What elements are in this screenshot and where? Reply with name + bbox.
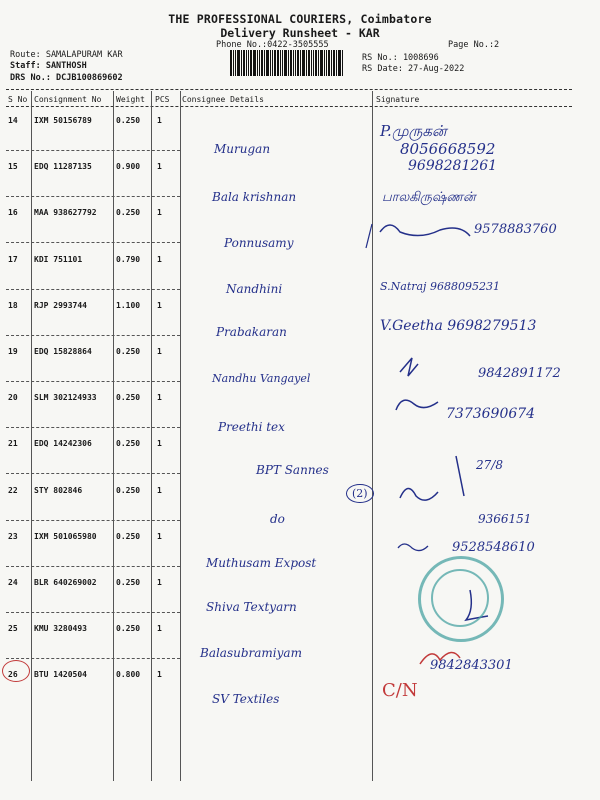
row-weight: 0.250 [116, 393, 141, 402]
row-serial-number: 25 [8, 624, 18, 633]
page-number: Page No.:2 [448, 40, 500, 50]
company-stamp-icon [418, 556, 504, 642]
col-pcs: PCS [155, 95, 170, 104]
row-weight: 0.790 [116, 255, 141, 264]
signature-text: 9698281261 [408, 158, 498, 174]
phone-number: Phone No.:0422-3505555 [216, 40, 329, 50]
row-weight: 0.250 [116, 208, 141, 217]
row-weight: 0.250 [116, 347, 141, 356]
col-consignment: Consignment No [34, 95, 102, 104]
signature-scribble [420, 652, 460, 664]
runsheet-subtitle: Delivery Runsheet - KAR [220, 26, 380, 40]
row-weight: 0.800 [116, 670, 141, 679]
col-consignee-details: Consignee Details [182, 95, 264, 104]
signature-text: (2) [346, 484, 374, 503]
signature-text: C/N [382, 680, 418, 701]
row-consignment-number: MAA 938627792 [34, 208, 97, 217]
handwritten-name: Nandhini [226, 282, 283, 296]
row-consignment-number: KMU 3280493 [34, 624, 87, 633]
row-pieces: 1 [157, 624, 162, 633]
row-consignment-number: SLM 302124933 [34, 393, 97, 402]
row-pieces: 1 [157, 393, 162, 402]
row-consignment-number: EDQ 15828864 [34, 347, 92, 356]
handwritten-name: do [270, 512, 285, 526]
row-weight: 0.250 [116, 486, 141, 495]
row-weight: 1.100 [116, 301, 141, 310]
row-pieces: 1 [157, 255, 162, 264]
signature-scribble [396, 400, 438, 410]
row-consignment-number: IXM 50156789 [34, 116, 92, 125]
signature-text: பாலகிருஷ்ணன் [382, 190, 476, 205]
row-serial-number: 22 [8, 486, 18, 495]
signature-text: P.முருகன் [380, 122, 447, 140]
row-serial-number: 20 [8, 393, 18, 402]
signature-scribble [366, 224, 372, 248]
row-pieces: 1 [157, 670, 162, 679]
row-pieces: 1 [157, 578, 162, 587]
signature-scribble [380, 225, 470, 236]
row-consignment-number: EDQ 14242306 [34, 439, 92, 448]
row-weight: 0.250 [116, 439, 141, 448]
row-serial-number: 24 [8, 578, 18, 587]
rs-number: RS No.: 1008696 [362, 53, 439, 63]
row-pieces: 1 [157, 162, 162, 171]
row-serial-number: 23 [8, 532, 18, 541]
rs-date: RS Date: 27-Aug-2022 [362, 64, 465, 74]
signature-text: 8056668592 [400, 140, 496, 158]
signature-scribble [400, 358, 418, 376]
handwritten-name: Preethi tex [218, 420, 285, 434]
row-serial-number: 15 [8, 162, 18, 171]
signature-scribble [400, 456, 464, 500]
row-consignment-number: STY 802846 [34, 486, 83, 495]
signature-text: 9366151 [478, 512, 532, 526]
row-pieces: 1 [157, 301, 162, 310]
signature-text: 9528548610 [452, 540, 535, 555]
row-serial-number: 19 [8, 347, 18, 356]
row-consignment-number: BLR 640269002 [34, 578, 97, 587]
col-sno: S No [8, 95, 28, 104]
row-pieces: 1 [157, 486, 162, 495]
row-pieces: 1 [157, 208, 162, 217]
signature-text: 9578883760 [474, 222, 557, 237]
handwritten-name: BPT Sannes [256, 463, 329, 477]
row-consignment-number: KDI 751101 [34, 255, 83, 264]
row-weight: 0.250 [116, 578, 141, 587]
handwritten-name: Muthusam Expost [206, 556, 317, 570]
row-consignment-number: BTU 1420504 [34, 670, 87, 679]
row-26-circle-mark [2, 660, 30, 682]
row-serial-number: 26 [8, 670, 18, 679]
row-consignment-number: EDQ 11287135 [34, 162, 92, 171]
staff-label: Staff: SANTHOSH [10, 61, 87, 71]
row-serial-number: 17 [8, 255, 18, 264]
signature-scribble [398, 544, 428, 551]
handwritten-name: Nandhu Vangayel [212, 372, 311, 385]
route-label: Route: SAMALAPURAM KAR [10, 50, 123, 60]
row-weight: 0.250 [116, 532, 141, 541]
row-serial-number: 21 [8, 439, 18, 448]
row-consignment-number: IXM 501065980 [34, 532, 97, 541]
signature-text: 9842891172 [478, 366, 561, 381]
handwritten-name: Murugan [214, 142, 271, 156]
col-signature: Signature [376, 95, 420, 104]
company-stamp-inner [431, 569, 489, 627]
col-weight: Weight [116, 95, 145, 104]
drs-number: DRS No.: DCJB100869602 [10, 73, 123, 83]
signature-text: 7373690674 [446, 406, 536, 422]
handwritten-name: Prabakaran [216, 325, 287, 339]
row-consignment-number: RJP 2993744 [34, 301, 87, 310]
row-pieces: 1 [157, 116, 162, 125]
handwritten-name: Bala krishnan [212, 190, 297, 204]
handwritten-name: Shiva Textyarn [206, 600, 297, 614]
handwritten-name: Balasubramiyam [200, 646, 302, 660]
handwritten-name: Ponnusamy [224, 236, 294, 250]
signature-text: V.Geetha 9698279513 [380, 318, 537, 334]
row-pieces: 1 [157, 439, 162, 448]
row-serial-number: 14 [8, 116, 18, 125]
signature-text: 9842843301 [430, 658, 513, 673]
signature-text: 27/8 [476, 458, 503, 472]
row-pieces: 1 [157, 532, 162, 541]
row-weight: 0.900 [116, 162, 141, 171]
company-title: THE PROFESSIONAL COURIERS, Coimbatore [168, 12, 432, 26]
row-weight: 0.250 [116, 624, 141, 633]
handwritten-name: SV Textiles [212, 692, 280, 706]
row-weight: 0.250 [116, 116, 141, 125]
signature-text: S.Natraj 9688095231 [380, 280, 500, 293]
row-serial-number: 18 [8, 301, 18, 310]
row-pieces: 1 [157, 347, 162, 356]
row-serial-number: 16 [8, 208, 18, 217]
